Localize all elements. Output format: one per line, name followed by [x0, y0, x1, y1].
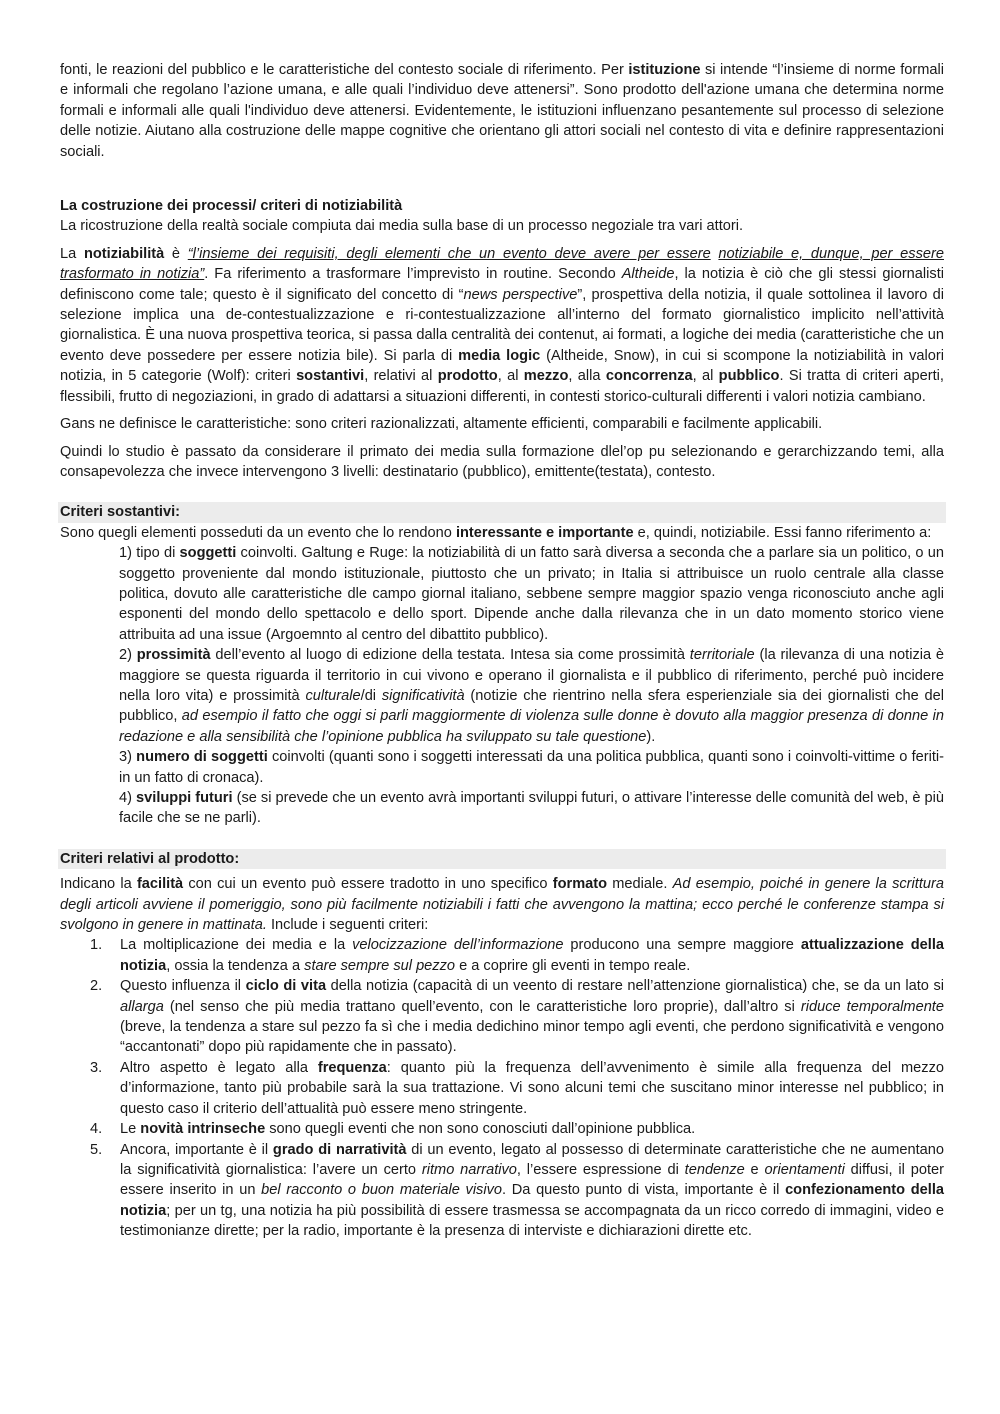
text: , al: [692, 368, 719, 385]
list-item: [60, 1058, 944, 1119]
bold-term: numero di soggetti: [136, 749, 268, 766]
paragraph-notiziabilita: [60, 244, 944, 407]
paragraph-quindi: Quindi lo studio è passato da considerare il primato dei media sulla formazione dlel’op pu selezionando e gerarchizzando temi, alla consapevolezza che invece intervengono 3 livelli: destinatario (pubblico), emittente(testata), contesto.: [60, 443, 944, 480]
section-heading-sostantivi: Criteri sostantivi:: [58, 502, 946, 522]
paragraph-gans: Gans ne definisce le caratteristiche: sono criteri razionalizzati, altamente efficienti, comparabili e facilmente applicabili.: [60, 416, 823, 433]
italic-term: velocizzazione dell’informazione: [352, 937, 564, 954]
text: è: [164, 245, 188, 262]
text: . Da questo punto di vista, importante è il: [502, 1182, 786, 1199]
text: Le: [120, 1121, 141, 1138]
text: 2): [119, 647, 137, 664]
italic-term: riduce temporalmente: [800, 998, 944, 1015]
text: , relativi al: [364, 368, 438, 385]
text: ”, prospettiva della notizia, il quale sottolinea il lavoro di selezione implica una de-contestualizzazione e ri-contestualizzazione all’interno del formato giornalistico implicito nell’attività giornalistica. È una nuova prospettiva teorica, si passa dalla centralità dei contenut, ai formati, a logiche dei media (caratteristiche che un evento deve possedere per essere notizia bile). Si parla di: [60, 286, 944, 364]
section-intro-line: La ricostruzione della realtà sociale compiuta dai media sulla base di un processo negoziale tra vari attori.: [60, 218, 744, 235]
list-item: [60, 935, 944, 976]
sostantivi-intro: [60, 523, 944, 543]
text: (breve, la tendenza a stare sul pezzo fa sì che i media dedichino minor tempo agli eventi, che perdono significatività e vengono “accantonati” dopo più rapidamente che in passato).: [120, 1019, 944, 1056]
sostantivi-item-sviluppi-futuri: [119, 788, 944, 829]
bold-term: sostantivi: [296, 368, 365, 385]
text: (Altheide, Snow), in cui si scompone la notiziabilità in valori notizia, in 5 categorie (Wolf): criteri: [60, 347, 944, 385]
text: /di: [360, 687, 382, 704]
bold-term: soggetti: [179, 545, 237, 562]
text: 4): [119, 790, 137, 806]
text: producono una sempre maggiore: [563, 937, 801, 954]
prodotto-criteria-list: [60, 935, 944, 1241]
bold-term: novità intrinseche: [140, 1121, 266, 1138]
text: diffusi, il poter essere inserito in un: [120, 1161, 944, 1199]
text: (la rilevanza di una notizia è maggiore se questa riguarda il territorio in cui vivono e operano il giornalista e il pubblico di riferimento, perché può incidere nella loro vita) e prossimità: [119, 647, 944, 704]
italic-term: stare sempre sul pezzo: [304, 957, 456, 974]
list-number: 4.: [90, 1121, 103, 1138]
bold-term: attualizzazione della notizia: [120, 937, 944, 974]
italic-term: news perspective: [463, 286, 578, 303]
list-number: 3.: [90, 1059, 103, 1076]
underlined-quote: “l’insieme dei requisiti, degli elementi che un evento deve avere per essere: [187, 245, 711, 262]
text: , ossia la tendenza a: [166, 957, 305, 974]
sostantivi-item-numero-soggetti: [119, 747, 944, 788]
bold-term: ciclo di vita: [245, 978, 327, 995]
text: fonti, le reazioni del pubblico e le caratteristiche del contesto sociale di riferimento. Per: [60, 62, 629, 78]
bold-term: formato: [552, 876, 608, 893]
text: 1) tipo di: [119, 545, 180, 562]
text: e a coprire gli eventi in tempo reale.: [455, 957, 691, 974]
text: si intende “l’insieme di norme formali e informali che regolano l’azione umana, e alle quali l’individuo deve attenersi”. Sono prodotto dell'azione umana che determina norme formali e informali alle quali l'individuo deve attenersi. Evidentemente, le istituzioni influenzano pesantemente sul processo di selezione delle notizie. Aiutano alla costruzione delle mappe cognitive che orientano gli attori sociali nel contesto di vita e definire rappresentazioni sociali.: [60, 62, 945, 160]
section-heading-prodotto: Criteri relativi al prodotto:: [58, 849, 946, 869]
text: con cui un evento può essere tradotto in uno specifico: [183, 876, 553, 893]
text: ; per un tg, una notizia ha più possibilità di essere trasmessa se accompagnata da un ricco corredo di immagini, video e testimonianze dirette; per la radio, importante è la presenza di interviste e dichiarazioni dirette etc.: [120, 1202, 944, 1240]
bold-term: istituzione: [628, 62, 701, 78]
text: Include i seguenti criteri:: [266, 917, 429, 934]
text: , l’essere espressione di: [516, 1161, 685, 1178]
text: , la notizia è ciò che gli stessi giornalisti definiscono come tale; questo è il significato del concetto di “: [60, 266, 944, 303]
text: (nel senso che più media trattano quell’evento, con le caratteristiche loro proprie), dall’altro si: [163, 998, 801, 1015]
italic-term: ritmo narrativo: [421, 1161, 517, 1178]
bold-term: prossimità: [136, 647, 211, 664]
text: coinvolti. Galtung e Ruge: la notiziabilità di un fatto sarà diversa a seconda che a parlare sia un politico, o un soggetto proveniente dal mondo istituzionale, piuttosto che un privato; in Italia si attribuisce un ruolo centrale alla classe politica, dovuto alle caratteristiche dle campo giornal italiano, sebbene sempre maggior spazio venga riconosciuto anche agli esponenti del mondo dello spettacolo e dello sport. Dipende anche dalla rilevanza che in un dato momento storico viene attribuita ad una issue (Argoemnto al centro del dibattito pubblico).: [119, 545, 945, 643]
bold-term: notiziabilità: [83, 245, 165, 262]
text: dell’evento al luogo di edizione della testata. Intesa sia come prossimità: [210, 647, 690, 664]
text: Altro aspetto è legato alla: [120, 1059, 318, 1076]
text: La: [60, 245, 84, 262]
text: e, quindi, notiziabile. Essi fanno riferimento a:: [633, 524, 932, 541]
bold-term: confezionamento della notizia: [120, 1182, 944, 1219]
text: della notizia (capacità di un veento di restare nell’attenzione giornalistica) che, se da un lato si: [326, 978, 944, 995]
bold-term: concorrenza: [605, 368, 693, 385]
text: Ancora, importante è il: [120, 1141, 273, 1158]
text: Indicano la: [60, 876, 137, 893]
text: ).: [646, 728, 656, 745]
bold-term: interessante e importante: [455, 524, 634, 541]
prodotto-intro: [60, 874, 944, 935]
bold-term: prodotto: [437, 368, 498, 385]
italic-term: orientamenti: [764, 1161, 845, 1178]
italic-term: allarga: [120, 998, 164, 1015]
text: : quanto più la frequenza dell’avvenimento è simile alla frequenza del mezzo d’informazione, tanto più probabile sarà la sua trattazione. Vi sono alcuni temi che suscitano minor interesse nel pubblico; in questo caso il criterio dell’attualità può essere meno stringente.: [120, 1059, 944, 1117]
list-number: 2.: [90, 978, 103, 995]
list-item: [60, 976, 944, 1058]
bold-term: frequenza: [317, 1059, 387, 1076]
text: . Si tratta di criteri aperti, flessibili, frutto di negoziazioni, in grado di adattarsi a situazioni differenti, in contesti storico-culturali differenti i valori notizia cambiano.: [60, 368, 944, 405]
underlined-quote: notiziabile e, dunque, per essere trasformato in notizia”: [60, 245, 944, 283]
text: (notizie che rientrino nella sfera esperienziale sia dei giornalisti che del pubblico,: [119, 687, 944, 725]
text: di un evento, legato al possesso di determinate caratteristiche che ne aumentano la significatività giornalistica: l’avere un certo: [120, 1141, 944, 1178]
list-number: 1.: [90, 937, 103, 954]
italic-term: tendenze: [684, 1161, 745, 1178]
list-item: [60, 1119, 944, 1139]
bold-term: mezzo: [523, 368, 569, 385]
text: . Fa riferimento a trasformare l’imprevisto in routine. Secondo: [204, 266, 622, 283]
text: e: [744, 1161, 765, 1178]
bold-term: grado di narratività: [272, 1141, 407, 1158]
text: (se si prevede che un evento avrà importanti sviluppi futuri, o attivare l’interesse delle comunità del web, è più facile che se ne parli).: [119, 790, 945, 827]
italic-term: Altheide: [621, 266, 675, 283]
text: Sono quegli elementi posseduti da un evento che lo rendono: [60, 524, 456, 541]
italic-example: ad esempio il fatto che oggi si parli maggiormente di violenza sulle donne è dovuto alla maggior presenza di donne in redazione e alla sensibilità che l’opinione pubblica ha sviluppato su tale questione: [119, 708, 944, 745]
bold-term: media logic: [458, 347, 541, 364]
text: Questo influenza il: [120, 978, 246, 995]
italic-term: territoriale: [689, 647, 755, 664]
italic-example: Ad esempio, poiché in genere la scrittura degli articoli avviene il pomeriggio, sono più facilmente notiziabili i fatti che avvengono la mattina; ecco perché le conferenze stampa si svolgono in genere in mattinata.: [60, 876, 944, 934]
sostantivi-item-soggetti: [119, 543, 944, 645]
list-item: [60, 1140, 944, 1242]
sostantivi-item-prossimita: [119, 645, 944, 747]
text: La moltiplicazione dei media e la: [120, 937, 353, 954]
paragraph-istituzione: [60, 60, 944, 162]
text: coinvolti (quanti sono i soggetti interessati da una politica pubblica, quanti sono i coinvolti-vittime o feriti- in un fatto di cronaca).: [119, 749, 945, 786]
italic-term: significatività: [381, 687, 465, 704]
section-heading-notiziabilita: La costruzione dei processi/ criteri di notiziabilità: [60, 198, 403, 215]
text: , al: [497, 368, 524, 385]
text: , alla: [568, 368, 606, 385]
text: sono quegli eventi che non sono conosciuti dall’opinione pubblica.: [265, 1121, 696, 1138]
list-number: 5.: [90, 1141, 103, 1158]
text: mediale.: [607, 876, 673, 893]
italic-term: culturale: [305, 687, 361, 704]
italic-term: bel racconto o buon materiale visivo: [261, 1182, 503, 1199]
bold-term: facilità: [136, 876, 184, 893]
bold-term: sviluppi futuri: [136, 790, 233, 806]
text: 3): [119, 749, 137, 766]
bold-term: pubblico: [718, 368, 780, 385]
